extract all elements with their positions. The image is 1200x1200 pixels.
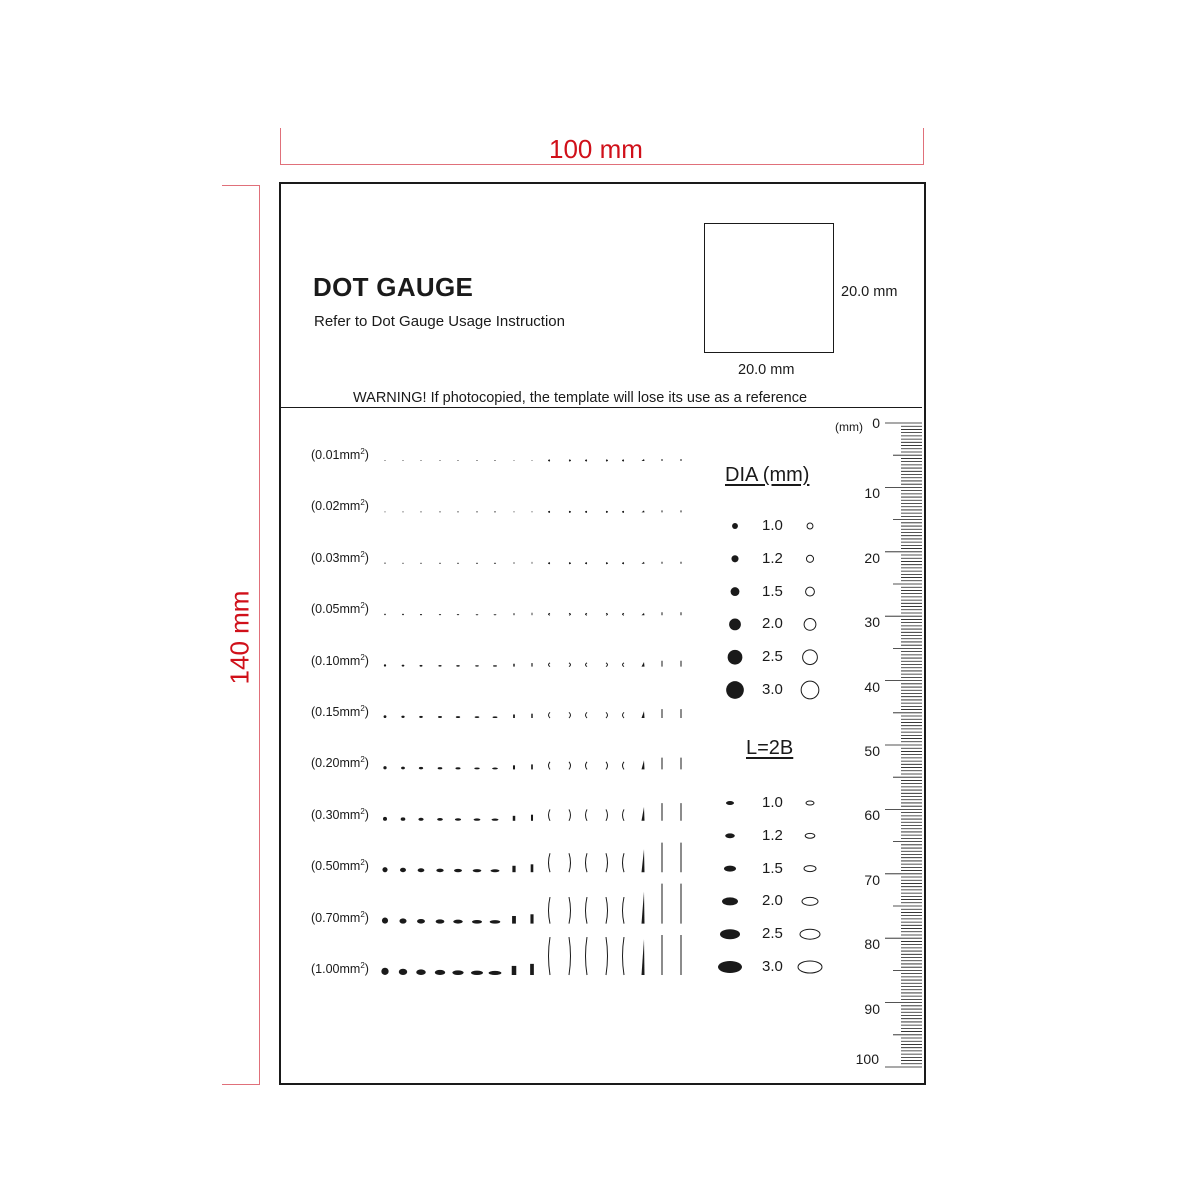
- dia-size-label: 1.2: [762, 549, 783, 567]
- area-dot: [490, 869, 499, 872]
- area-bar: [513, 664, 514, 667]
- area-curve: [606, 511, 608, 512]
- area-bar: [532, 511, 533, 512]
- area-dot: [420, 563, 422, 564]
- area-curve: [549, 460, 551, 461]
- area-dot: [385, 460, 386, 461]
- area-dot: [457, 460, 458, 461]
- area-bar: [531, 864, 534, 872]
- width-dimension-label: 100 mm: [549, 134, 643, 164]
- area-bar: [530, 914, 533, 923]
- area-wedge: [642, 760, 645, 769]
- area-dot: [382, 867, 387, 872]
- area-curve: [549, 663, 551, 667]
- ruler-label: 10: [864, 485, 880, 502]
- area-bar: [531, 764, 533, 769]
- area-curve: [606, 460, 608, 461]
- area-curve: [549, 809, 551, 820]
- area-curve: [586, 809, 588, 820]
- area-bar: [513, 714, 515, 718]
- area-curve: [623, 853, 625, 872]
- ellipse-filled-dot: [724, 866, 736, 872]
- area-curve: [586, 663, 588, 667]
- area-dot: [402, 511, 403, 512]
- area-row-label-close: ): [364, 807, 369, 822]
- photocopy-warning: WARNING! If photocopied, the template will lose its use as a reference: [353, 390, 808, 406]
- area-dot: [402, 665, 405, 667]
- area-bar: [531, 663, 532, 667]
- dia-filled-dot: [728, 650, 743, 665]
- area-row-label-close: ): [364, 910, 369, 925]
- dia-size-label: 2.5: [762, 648, 783, 666]
- ruler-label: 100: [855, 1051, 879, 1067]
- dia-filled-dot: [731, 587, 740, 596]
- area-row-label-text: (0.03mm: [311, 550, 361, 565]
- area-bar: [514, 511, 515, 512]
- area-wedge: [642, 891, 645, 923]
- area-dot: [438, 767, 443, 769]
- area-curve: [569, 460, 571, 461]
- area-row-label-close: ): [364, 962, 369, 976]
- area-curve: [586, 613, 588, 615]
- area-dot: [475, 665, 479, 666]
- area-curve: [569, 613, 571, 615]
- ellipse-size-label: 2.5: [762, 925, 783, 943]
- dia-outline-dot: [807, 523, 813, 529]
- area-wedge: [642, 613, 645, 615]
- area-dot: [420, 614, 422, 615]
- area-dot: [438, 665, 441, 667]
- reference-square-width-label: 20.0 mm: [738, 362, 795, 378]
- area-dot: [402, 563, 403, 564]
- area-dot: [401, 767, 405, 770]
- area-row-label-superscript: 2: [360, 909, 365, 919]
- area-bar: [532, 562, 533, 564]
- area-bar: [531, 815, 533, 821]
- area-curve: [586, 762, 588, 770]
- ellipse-size-label: 1.5: [762, 859, 783, 877]
- area-curve: [569, 712, 571, 718]
- area-row-label-close: ): [364, 499, 369, 514]
- area-curve: [623, 897, 625, 924]
- ellipse-filled-dot: [718, 961, 742, 973]
- area-curve: [606, 762, 608, 770]
- area-curve: [549, 613, 551, 615]
- ruler-unit-label: (mm): [835, 420, 863, 434]
- area-dot: [384, 664, 386, 666]
- area-row-label-superscript: 2: [360, 498, 365, 508]
- area-row-label-text: (0.02mm: [311, 499, 361, 514]
- area-curve: [623, 460, 625, 461]
- area-dot: [473, 869, 482, 872]
- area-row-label-superscript: 2: [360, 961, 365, 970]
- ruler-label: 0: [872, 415, 880, 431]
- area-dot: [456, 716, 460, 718]
- area-dot: [489, 971, 502, 975]
- dia-outline-dot: [803, 650, 818, 665]
- area-row-label-text: (0.70mm: [311, 910, 361, 925]
- area-curve: [549, 937, 551, 975]
- area-curve: [586, 511, 588, 512]
- area-dot: [420, 665, 423, 667]
- area-curve: [549, 762, 551, 770]
- dia-outline-dot: [806, 555, 813, 562]
- ruler-label: 80: [864, 936, 880, 953]
- area-curve: [569, 937, 571, 975]
- area-row-label-superscript: 2: [360, 806, 365, 816]
- area-dot: [493, 665, 497, 666]
- area-dot: [384, 563, 385, 564]
- dia-outline-dot: [804, 619, 816, 631]
- area-dot: [439, 614, 441, 615]
- area-row-label-close: ): [364, 705, 369, 719]
- area-dot: [471, 971, 483, 975]
- area-dot: [453, 920, 462, 924]
- area-dot: [438, 716, 442, 718]
- area-dot: [475, 716, 480, 718]
- area-bar: [513, 816, 515, 821]
- area-curve: [606, 937, 608, 975]
- area-dot: [454, 869, 462, 872]
- area-curve: [623, 663, 625, 667]
- area-wedge: [642, 939, 645, 975]
- area-row-label-close: ): [364, 756, 369, 771]
- area-dot: [419, 716, 423, 718]
- area-curve: [606, 897, 608, 924]
- area-curve: [606, 712, 608, 718]
- dia-heading: DIA (mm): [725, 464, 810, 486]
- area-dot: [384, 614, 386, 616]
- area-row-label-superscript: 2: [360, 447, 365, 456]
- ellipse-size-label: 1.2: [762, 826, 783, 844]
- area-dot: [439, 563, 441, 564]
- dia-size-label: 1.5: [762, 582, 783, 600]
- area-dot: [493, 716, 498, 718]
- area-dot: [494, 460, 495, 461]
- area-bar: [514, 562, 515, 564]
- ellipse-filled-dot: [722, 897, 738, 905]
- area-row-label-close: ): [364, 448, 369, 462]
- area-dot: [381, 968, 388, 975]
- area-dot: [436, 869, 443, 873]
- area-curve: [623, 613, 625, 615]
- area-curve: [586, 563, 588, 564]
- area-curve: [623, 712, 625, 718]
- area-dot: [439, 511, 440, 512]
- ellipse-filled-dot: [720, 929, 740, 939]
- area-curve: [549, 511, 551, 512]
- area-dot: [439, 460, 440, 461]
- area-curve: [569, 809, 571, 820]
- area-dot: [384, 715, 387, 718]
- area-row-label-close: ): [364, 550, 369, 565]
- area-dot: [437, 818, 443, 821]
- ellipse-filled-dot: [726, 801, 734, 805]
- area-dot: [492, 819, 499, 821]
- area-dot: [476, 614, 479, 615]
- ellipse-filled-dot: [725, 833, 735, 838]
- area-dot: [417, 919, 425, 924]
- area-row-label-text: (0.05mm: [311, 602, 361, 617]
- area-curve: [586, 460, 588, 461]
- page-subtitle: Refer to Dot Gauge Usage Instruction: [314, 313, 565, 330]
- area-row-label-text: (0.10mm: [311, 653, 361, 668]
- area-dot: [402, 614, 404, 615]
- ellipse-outline-dot: [798, 961, 822, 973]
- area-row-label-superscript: 2: [360, 652, 365, 662]
- area-row-label-text: (0.20mm: [311, 756, 361, 771]
- page-title: DOT GAUGE: [313, 272, 474, 302]
- dia-size-label: 1.0: [762, 517, 783, 534]
- ellipse-size-label: 1.0: [762, 794, 783, 811]
- area-bar: [530, 964, 534, 975]
- area-dot: [490, 920, 501, 923]
- area-row-label-text: (0.01mm: [311, 448, 361, 462]
- area-curve: [569, 563, 571, 564]
- area-bar: [532, 613, 533, 615]
- area-dot: [456, 665, 460, 666]
- ellipse-size-label: 3.0: [762, 958, 783, 975]
- ruler-label: 90: [864, 1000, 880, 1017]
- area-curve: [569, 853, 571, 872]
- area-row-label-superscript: 2: [360, 755, 365, 765]
- area-dot: [436, 919, 445, 923]
- ellipse-outline-dot: [800, 929, 820, 939]
- area-dot: [476, 460, 477, 461]
- area-curve: [586, 937, 588, 975]
- area-bar: [514, 460, 515, 461]
- area-dot: [457, 563, 459, 564]
- area-dot: [421, 460, 422, 461]
- dia-outline-dot: [801, 681, 819, 699]
- area-dot: [382, 918, 388, 924]
- area-curve: [569, 897, 571, 924]
- area-curve: [549, 897, 551, 924]
- area-curve: [606, 663, 608, 667]
- area-row-label-close: ): [364, 602, 369, 617]
- area-curve: [623, 809, 625, 820]
- area-curve: [623, 563, 625, 564]
- ruler-label: 60: [864, 807, 880, 824]
- area-row-label-text: (0.15mm: [311, 705, 361, 719]
- area-curve: [549, 712, 551, 718]
- area-row-label-superscript: 2: [360, 858, 365, 868]
- area-dot: [383, 817, 387, 821]
- area-curve: [606, 809, 608, 820]
- area-row-label-superscript: 2: [360, 549, 365, 559]
- area-dot: [494, 563, 496, 564]
- area-curve: [623, 762, 625, 770]
- area-wedge: [642, 849, 645, 872]
- area-bar: [512, 966, 517, 975]
- area-dot: [401, 817, 406, 820]
- area-row-label-superscript: 2: [360, 601, 365, 611]
- area-dot: [474, 818, 481, 820]
- area-dot: [403, 460, 404, 461]
- area-dot: [418, 818, 423, 821]
- ellipse-size-label: 2.0: [762, 892, 783, 910]
- area-dot: [457, 511, 459, 512]
- area-dot: [435, 970, 445, 975]
- area-curve: [606, 563, 608, 564]
- area-curve: [623, 937, 625, 975]
- area-dot: [399, 969, 407, 975]
- area-dot: [476, 563, 478, 564]
- area-dot: [492, 768, 498, 770]
- ruler-label: 70: [864, 871, 880, 888]
- area-wedge: [642, 711, 645, 718]
- ellipse-outline-dot: [802, 897, 818, 905]
- dia-size-label: 3.0: [762, 681, 783, 698]
- area-dot: [474, 767, 479, 769]
- area-bar: [513, 613, 514, 615]
- area-wedge: [642, 562, 645, 564]
- area-curve: [549, 563, 551, 564]
- ruler-label: 40: [864, 678, 880, 695]
- area-dot: [476, 511, 478, 512]
- reference-square-height-label: 20.0 mm: [841, 284, 898, 300]
- area-curve: [569, 511, 571, 512]
- area-curve: [569, 762, 571, 770]
- area-row-label-superscript: 2: [360, 704, 365, 713]
- area-bar: [512, 916, 516, 924]
- area-dot: [452, 970, 463, 975]
- area-dot: [416, 969, 425, 975]
- area-curve: [549, 853, 551, 872]
- area-bar: [532, 460, 533, 461]
- area-bar: [513, 765, 515, 769]
- area-dot: [457, 614, 460, 615]
- area-curve: [623, 511, 625, 512]
- area-curve: [586, 853, 588, 872]
- ellipse-outline-dot: [804, 866, 816, 872]
- area-row-label-text: (1.00mm: [311, 962, 361, 976]
- area-row-label-close: ): [364, 653, 369, 668]
- ruler-label: 20: [864, 549, 880, 566]
- area-dot: [418, 868, 425, 872]
- area-curve: [606, 613, 608, 615]
- dia-filled-dot: [726, 681, 744, 699]
- ellipse-outline-dot: [805, 833, 815, 838]
- area-bar: [531, 714, 532, 718]
- area-dot: [494, 511, 496, 512]
- area-dot: [472, 920, 482, 924]
- area-dot: [400, 868, 406, 872]
- area-curve: [606, 853, 608, 872]
- area-dot: [384, 511, 385, 512]
- area-row-label-text: (0.30mm: [311, 807, 361, 822]
- area-dot: [383, 766, 386, 769]
- height-dimension-label: 140 mm: [224, 590, 255, 685]
- area-curve: [586, 897, 588, 924]
- ruler-label: 50: [864, 743, 880, 759]
- ellipse-outline-dot: [806, 801, 814, 805]
- area-dot: [455, 767, 460, 769]
- area-curve: [569, 663, 571, 667]
- area-dot: [401, 716, 404, 718]
- area-dot: [494, 614, 497, 615]
- area-wedge: [642, 807, 645, 821]
- area-dot: [419, 767, 423, 769]
- area-dot: [455, 818, 461, 821]
- dia-filled-dot: [729, 619, 741, 631]
- dia-filled-dot: [732, 523, 738, 529]
- ellipse-heading: L=2B: [746, 737, 794, 759]
- area-wedge: [642, 510, 645, 512]
- dia-filled-dot: [731, 555, 738, 562]
- area-dot: [399, 918, 406, 923]
- area-wedge: [642, 459, 645, 461]
- area-wedge: [642, 662, 645, 667]
- ruler-label: 30: [864, 614, 880, 631]
- dia-outline-dot: [806, 587, 815, 596]
- dia-size-label: 2.0: [762, 615, 783, 633]
- area-dot: [420, 511, 421, 512]
- area-row-label-close: ): [364, 859, 369, 874]
- area-curve: [586, 712, 588, 718]
- area-bar: [512, 866, 515, 872]
- area-row-label-text: (0.50mm: [311, 859, 361, 874]
